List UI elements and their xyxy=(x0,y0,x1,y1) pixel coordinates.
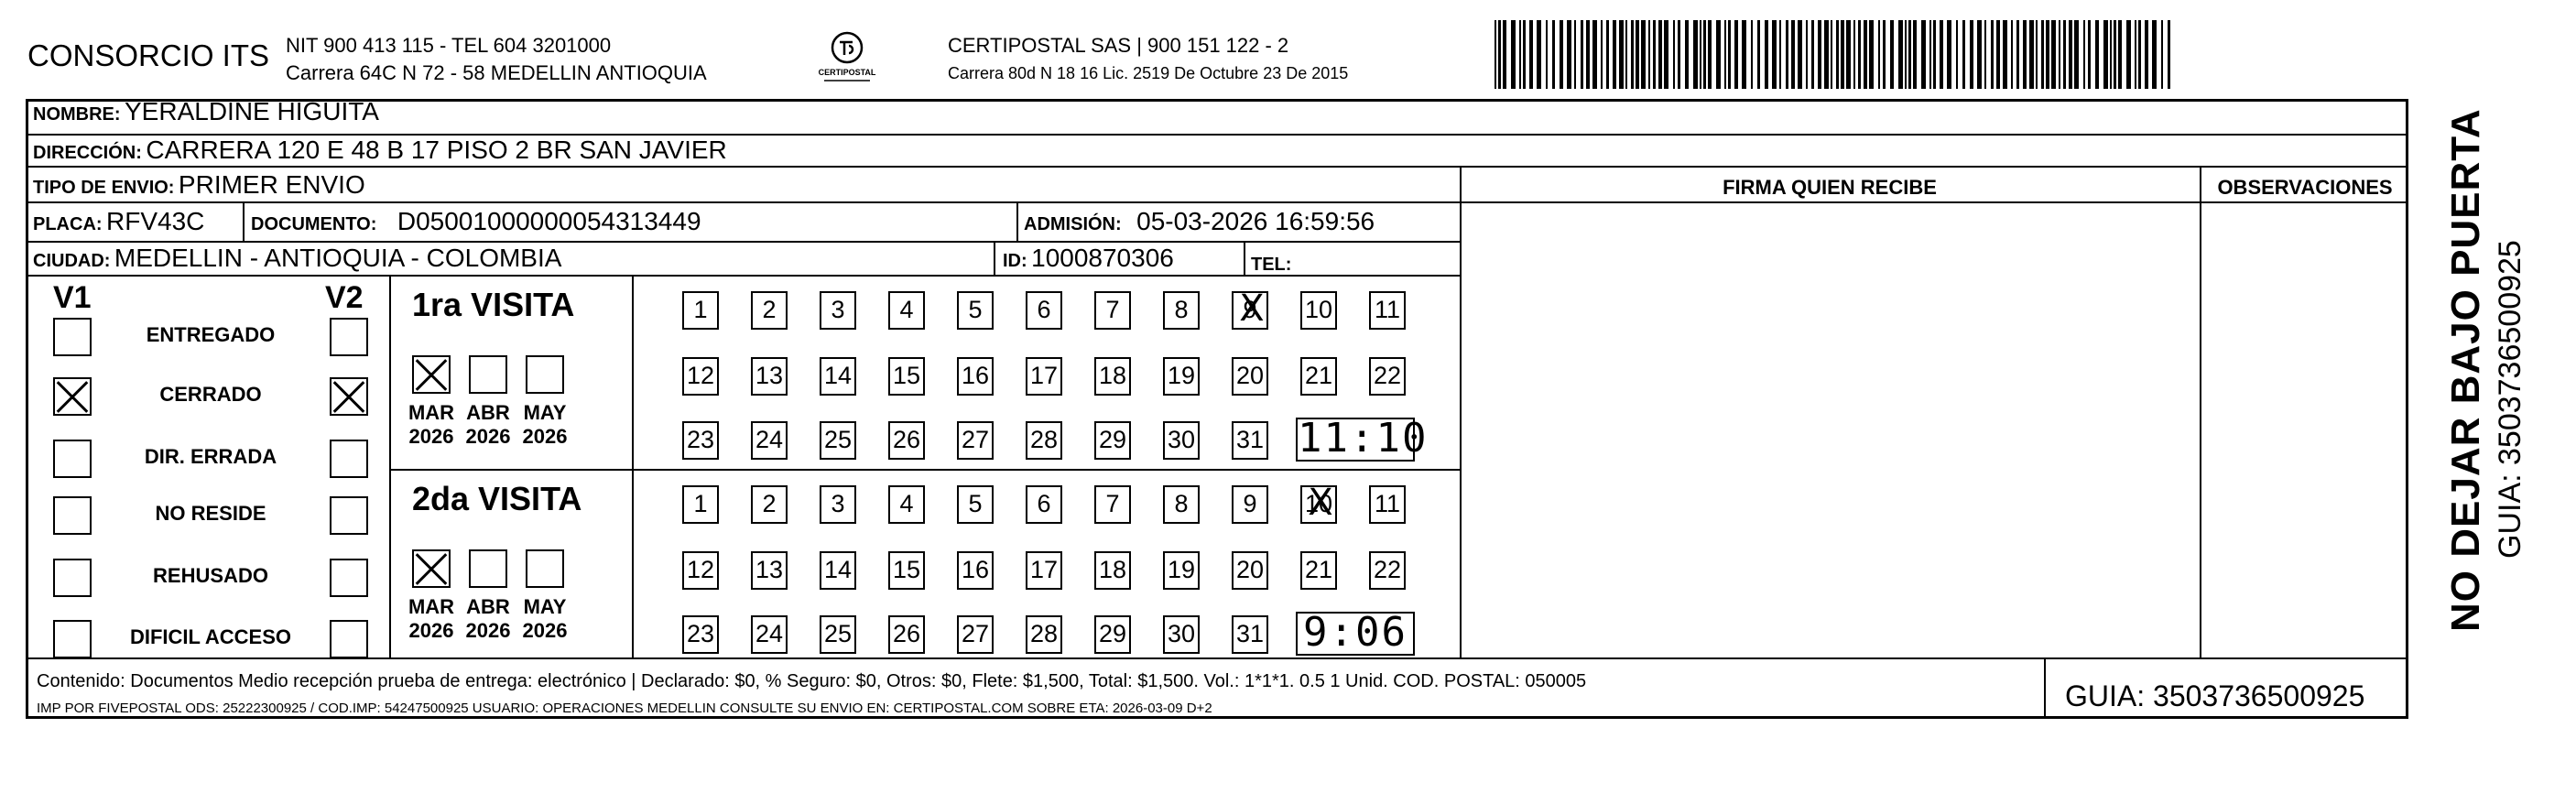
direccion-row xyxy=(33,136,727,165)
month-year: 2026 xyxy=(408,619,454,642)
day-box[interactable]: 24 xyxy=(751,421,788,460)
month-year: 2026 xyxy=(522,425,568,448)
day-box[interactable]: 2 xyxy=(751,485,788,524)
v1-header: V1 xyxy=(53,280,92,315)
tipo-envio-value: PRIMER ENVIO xyxy=(178,170,365,199)
day-box[interactable]: 13 xyxy=(751,551,788,590)
month-name: MAY xyxy=(523,595,567,618)
month-label xyxy=(404,401,459,449)
certipostal-line: CERTIPOSTAL SAS | 900 151 122 - 2 xyxy=(948,34,1289,57)
company-info xyxy=(286,32,707,87)
barcode xyxy=(1493,20,2179,89)
month-label xyxy=(404,595,459,643)
placa-value: RFV43C xyxy=(106,207,205,235)
month-name: MAY xyxy=(523,401,567,424)
documento-label: DOCUMENTO: xyxy=(251,214,377,234)
id-field xyxy=(1003,244,1174,273)
month-name: MAR xyxy=(408,401,455,424)
day-box[interactable]: 6 xyxy=(1026,291,1062,330)
logo-text: CERTIPOSTAL xyxy=(818,68,876,77)
day-box[interactable]: 7 xyxy=(1094,291,1131,330)
month-year: 2026 xyxy=(465,425,511,448)
day-box[interactable]: 30 xyxy=(1163,615,1200,654)
admision-value: 05-03-2026 16:59:56 xyxy=(1136,207,1375,235)
day-box[interactable]: 16 xyxy=(957,551,994,590)
v1-checkbox[interactable] xyxy=(53,440,92,478)
day-box[interactable]: 9 X xyxy=(1232,291,1268,330)
month-year: 2026 xyxy=(522,619,568,642)
day-box[interactable]: 14 xyxy=(820,551,856,590)
day-box[interactable]: 17 xyxy=(1026,551,1062,590)
day-box[interactable]: 17 xyxy=(1026,357,1062,396)
observaciones-header: OBSERVACIONES xyxy=(2217,176,2393,199)
nombre-value: YERALDINE HIGUITA xyxy=(125,97,379,125)
day-box[interactable]: 7 xyxy=(1094,485,1131,524)
footer-content-line: Contenido: Documentos Medio recepción prueba de entrega: electrónico | Declarado: $0, % Seguro: $0, Otros: $0, Flete: $1,500, Total: $1,500. Vol.: 1*1*1. 0.5 1 Unid. COD. POSTAL: 050005 xyxy=(37,671,1587,691)
v1-checkbox[interactable] xyxy=(53,559,92,597)
no-dejar-warning: NO DEJAR BAJO PUERTA xyxy=(2443,108,2488,632)
v2-checkbox[interactable] xyxy=(330,377,368,416)
day-box[interactable]: 12 xyxy=(682,357,719,396)
month-checkbox[interactable] xyxy=(469,355,507,394)
v1-checkbox[interactable] xyxy=(53,377,92,416)
firma-area[interactable] xyxy=(1462,204,2198,656)
direccion-label: DIRECCIÓN: xyxy=(33,143,142,163)
day-box[interactable]: 25 xyxy=(820,421,856,460)
v1-checkbox[interactable] xyxy=(53,496,92,535)
month-year: 2026 xyxy=(465,619,511,642)
day-box[interactable]: 30 xyxy=(1163,421,1200,460)
placa-label: PLACA: xyxy=(33,214,103,234)
month-year: 2026 xyxy=(408,425,454,448)
nit-line: NIT 900 413 115 - TEL 604 3201000 xyxy=(286,34,612,57)
firma-header: FIRMA QUIEN RECIBE xyxy=(1723,176,1937,199)
day-box[interactable]: 4 xyxy=(888,291,925,330)
day-box[interactable]: 3 xyxy=(820,291,856,330)
month-label xyxy=(461,401,516,449)
day-box[interactable]: 19 xyxy=(1163,357,1200,396)
observaciones-area[interactable] xyxy=(2202,204,2406,656)
ciudad-label: CIUDAD: xyxy=(33,251,111,271)
day-box[interactable]: 26 xyxy=(888,615,925,654)
month-name: MAR xyxy=(408,595,455,618)
day-box[interactable]: 20 xyxy=(1232,551,1268,590)
day-box[interactable]: 16 xyxy=(957,357,994,396)
day-box[interactable]: 8 xyxy=(1163,291,1200,330)
v2-checkbox[interactable] xyxy=(330,318,368,356)
v2-checkbox[interactable] xyxy=(330,620,368,658)
day-box[interactable]: 12 xyxy=(682,551,719,590)
day-box[interactable]: 22 xyxy=(1369,357,1406,396)
visit-title: 2da VISITA xyxy=(412,480,582,517)
tel-field xyxy=(1251,247,1291,277)
status-label: DIFICIL ACCESO xyxy=(129,625,291,648)
day-box[interactable]: 8 xyxy=(1163,485,1200,524)
day-box[interactable]: 26 xyxy=(888,421,925,460)
day-box[interactable]: 14 xyxy=(820,357,856,396)
month-label xyxy=(461,595,516,643)
documento-value: D05001000000054313449 xyxy=(397,207,701,235)
day-box[interactable]: 23 xyxy=(682,615,719,654)
visit-hour[interactable]: 9:06 xyxy=(1296,612,1415,656)
v2-checkbox[interactable] xyxy=(330,496,368,535)
company-name: CONSORCIO ITS xyxy=(27,38,270,72)
id-label: ID: xyxy=(1003,251,1027,271)
day-box[interactable]: 31 xyxy=(1232,615,1268,654)
month-checkbox[interactable] xyxy=(469,549,507,588)
documento-field xyxy=(251,207,701,236)
day-box[interactable]: 18 xyxy=(1094,551,1131,590)
day-box[interactable]: 11 xyxy=(1369,291,1406,330)
status-label: REHUSADO xyxy=(153,564,268,587)
day-box[interactable]: 27 xyxy=(957,421,994,460)
day-box[interactable]: 18 xyxy=(1094,357,1131,396)
status-label: NO RESIDE xyxy=(155,502,266,525)
admision-field xyxy=(1024,207,1375,236)
day-box[interactable]: 28 xyxy=(1026,421,1062,460)
status-label: DIR. ERRADA xyxy=(144,445,277,468)
tel-label: TEL: xyxy=(1251,255,1292,275)
day-box[interactable]: 22 xyxy=(1369,551,1406,590)
day-box[interactable]: 1 xyxy=(682,485,719,524)
day-box[interactable]: 23 xyxy=(682,421,719,460)
certipostal-logo xyxy=(806,29,888,86)
day-box[interactable]: 24 xyxy=(751,615,788,654)
day-box[interactable]: 29 xyxy=(1094,421,1131,460)
certipostal-license: Carrera 80d N 18 16 Lic. 2519 De Octubre 23 De 2015 xyxy=(948,64,1349,82)
nombre-label: NOMBRE: xyxy=(33,104,121,125)
month-label xyxy=(517,401,572,449)
day-box[interactable]: 19 xyxy=(1163,551,1200,590)
month-label xyxy=(517,595,572,643)
certipostal-info xyxy=(948,32,1348,87)
day-box[interactable]: 9 xyxy=(1232,485,1268,524)
month-name: ABR xyxy=(466,401,510,424)
placa-field xyxy=(33,207,204,236)
day-box[interactable]: 31 xyxy=(1232,421,1268,460)
day-box[interactable]: 5 xyxy=(957,485,994,524)
status-label: ENTREGADO xyxy=(146,323,276,346)
day-box[interactable]: 1 xyxy=(682,291,719,330)
v2-checkbox[interactable] xyxy=(330,559,368,597)
day-box[interactable]: 15 xyxy=(888,551,925,590)
day-box[interactable]: 4 xyxy=(888,485,925,524)
v2-header: V2 xyxy=(325,280,364,315)
footer-print-line: IMP POR FIVEPOSTAL ODS: 25222300925 / COD.IMP: 54247500925 USUARIO: OPERACIONES MEDELLIN CONSULTE SU ENVIO EN: CERTIPOSTAL.COM SOBRE ETA: 2026-03-09 D+2 xyxy=(37,701,1212,716)
month-checkbox[interactable] xyxy=(526,549,564,588)
day-box[interactable]: 21 xyxy=(1300,357,1337,396)
side-guia: GUIA: 3503736500925 xyxy=(2493,240,2527,559)
day-box[interactable]: 21 xyxy=(1300,551,1337,590)
day-box[interactable]: 3 xyxy=(820,485,856,524)
day-box[interactable]: 6 xyxy=(1026,485,1062,524)
day-box[interactable]: 27 xyxy=(957,615,994,654)
day-box[interactable]: 25 xyxy=(820,615,856,654)
day-box[interactable]: 20 xyxy=(1232,357,1268,396)
status-label: CERRADO xyxy=(159,383,262,406)
v1-checkbox[interactable] xyxy=(53,620,92,658)
month-name: ABR xyxy=(466,595,510,618)
day-box[interactable]: 15 xyxy=(888,357,925,396)
month-checkbox[interactable] xyxy=(526,355,564,394)
day-box[interactable]: 13 xyxy=(751,357,788,396)
tipo-envio-row xyxy=(33,170,365,200)
tipo-envio-label: TIPO DE ENVIO: xyxy=(33,178,175,198)
day-box[interactable]: 11 xyxy=(1369,485,1406,524)
ciudad-value: MEDELLIN - ANTIOQUIA - COLOMBIA xyxy=(114,244,562,272)
visit-hour[interactable]: 11:10 xyxy=(1298,415,1429,462)
footer-guia: GUIA: 3503736500925 xyxy=(2065,679,2365,712)
month-checkbox[interactable] xyxy=(412,549,451,588)
day-box[interactable]: 10 xyxy=(1300,291,1337,330)
direccion-value: CARRERA 120 E 48 B 17 PISO 2 BR SAN JAVIER xyxy=(146,136,727,164)
day-box[interactable]: 28 xyxy=(1026,615,1062,654)
day-box[interactable]: 29 xyxy=(1094,615,1131,654)
day-box[interactable]: 5 xyxy=(957,291,994,330)
id-value: 1000870306 xyxy=(1031,244,1174,272)
month-checkbox[interactable] xyxy=(412,355,451,394)
address-line: Carrera 64C N 72 - 58 MEDELLIN ANTIOQUIA xyxy=(286,61,707,84)
nombre-row xyxy=(33,97,379,126)
v1-checkbox[interactable] xyxy=(53,318,92,356)
visit-title: 1ra VISITA xyxy=(412,286,575,323)
v2-checkbox[interactable] xyxy=(330,440,368,478)
ciudad-field xyxy=(33,244,561,273)
day-box[interactable]: 10 X xyxy=(1300,485,1337,524)
day-box[interactable]: 2 xyxy=(751,291,788,330)
admision-label: ADMISIÓN: xyxy=(1024,214,1122,234)
